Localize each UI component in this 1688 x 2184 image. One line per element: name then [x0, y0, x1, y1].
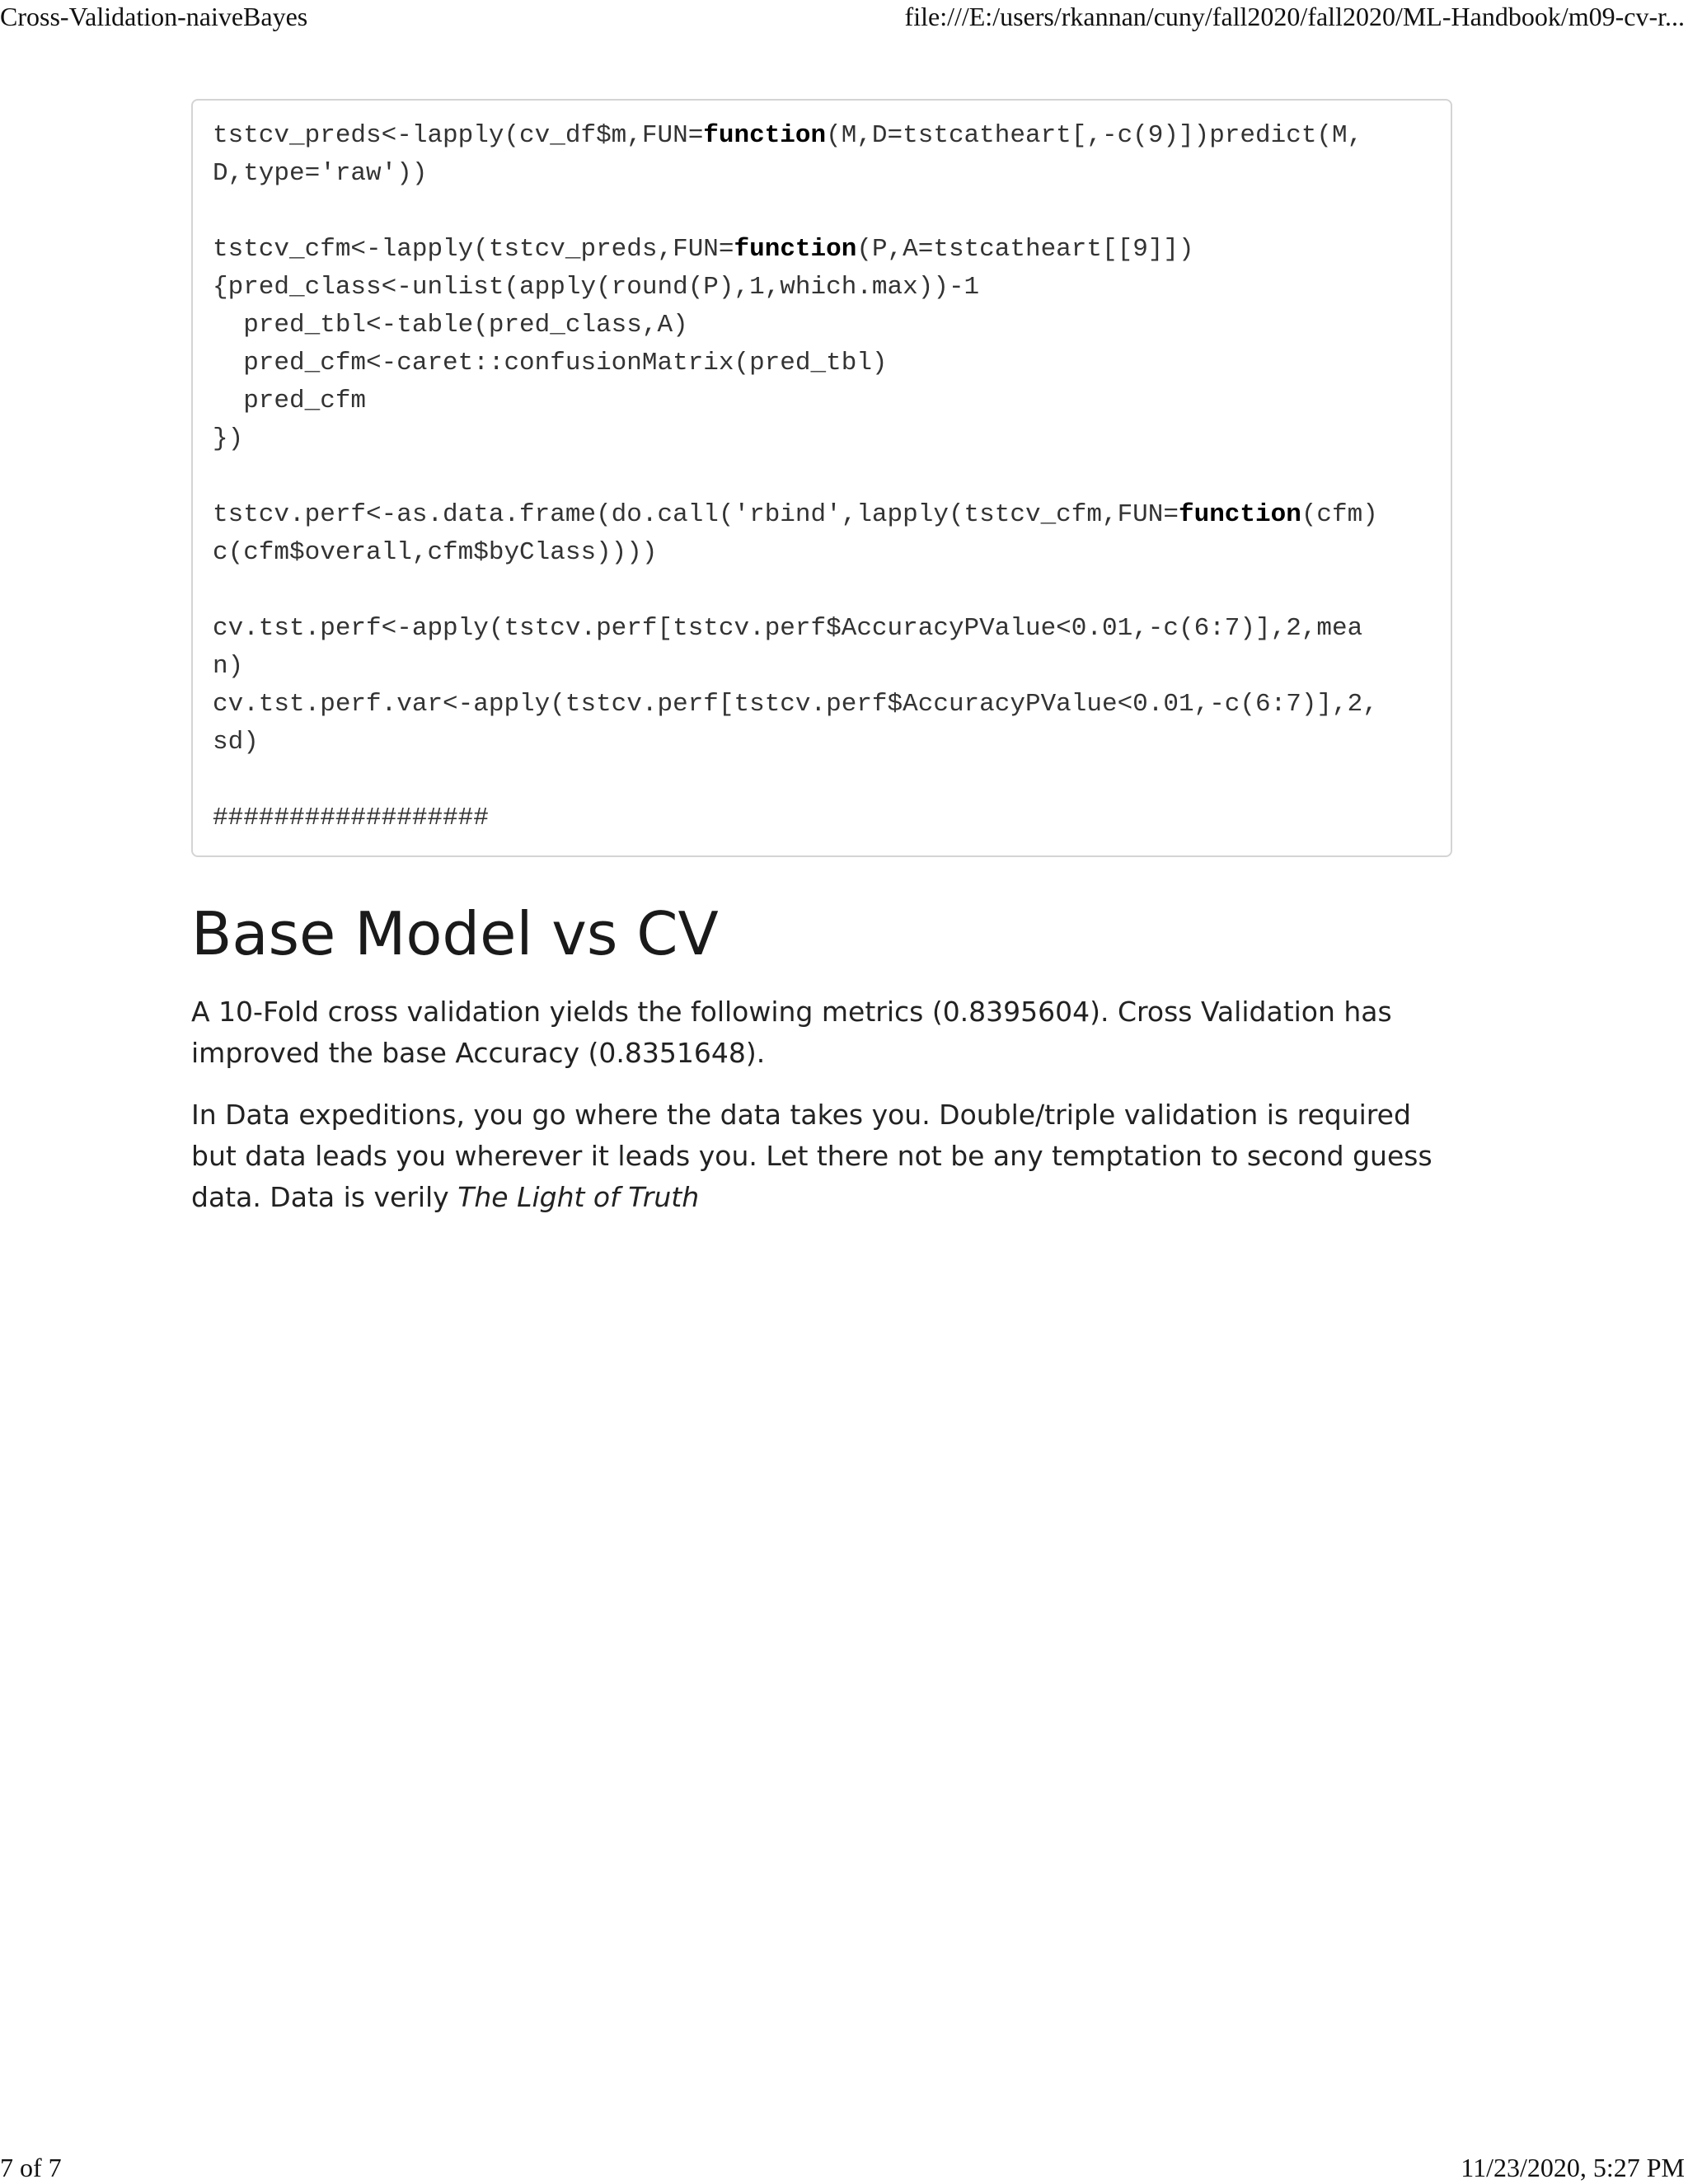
code-line: cv.tst.perf.var<-apply(tstcv.perf[tstcv.perf$AccuracyPValue<0.01,-c(6:7)],2,	[213, 690, 1378, 719]
print-header-title: Cross-Validation-naiveBayes	[0, 2, 308, 31]
code-line: sd)	[213, 728, 259, 757]
code-line: {pred_class<-unlist(apply(round(P),1,which.max))-1	[213, 273, 980, 302]
code-line: cv.tst.perf<-apply(tstcv.perf[tstcv.perf$AccuracyPValue<0.01,-c(6:7)],2,mea	[213, 614, 1363, 643]
cv-results-paragraph: A 10-Fold cross validation yields the following metrics (0.8395604). Cross Validation has improved the base Accuracy (0.8351648).	[191, 996, 1392, 1069]
code-line	[213, 193, 1431, 231]
code-line: n)	[213, 652, 244, 681]
code-line	[213, 458, 1431, 496]
code-line	[213, 762, 1431, 799]
print-header-url: file:///E:/users/rkannan/cuny/fall2020/fall2020/ML-Handbook/m09-cv-r...	[904, 2, 1685, 31]
code-line: pred_cfm	[213, 387, 367, 415]
code-line: ##################	[213, 804, 489, 832]
code-line: tstcv.perf<-as.data.frame(do.call('rbind',lapply(tstcv_cfm,FUN=function(cfm)	[213, 500, 1378, 529]
code-line	[213, 572, 1431, 610]
paragraph-text: In Data expeditions, you go where the data takes you. Double/triple validation is required but data leads you wherever it leads you. Let there not be any temptation to second guess data. Data is verily	[191, 1099, 1432, 1213]
code-block	[191, 99, 1452, 857]
paragraph-emphasis: The Light of Truth	[457, 1181, 700, 1213]
print-footer-datetime: 11/23/2020, 5:27 PM	[1461, 2153, 1685, 2182]
code-line: })	[213, 424, 244, 453]
code-line: tstcv_preds<-lapply(cv_df$m,FUN=function(M,D=tstcatheart[,-c(9)])predict(M,	[213, 121, 1363, 150]
print-footer-page: 7 of 7	[0, 2153, 62, 2182]
code-line: pred_tbl<-table(pred_class,A)	[213, 311, 688, 340]
data-expeditions-paragraph	[191, 1094, 1461, 1218]
code-line: tstcv_cfm<-lapply(tstcv_preds,FUN=function(P,A=tstcatheart[[9]])	[213, 235, 1194, 264]
code-line: c(cfm$overall,cfm$byClass))))	[213, 538, 658, 567]
section-heading: Base Model vs CV	[191, 899, 719, 968]
code-line: D,type='raw'))	[213, 159, 428, 188]
code-line: pred_cfm<-caret::confusionMatrix(pred_tbl)	[213, 349, 888, 377]
